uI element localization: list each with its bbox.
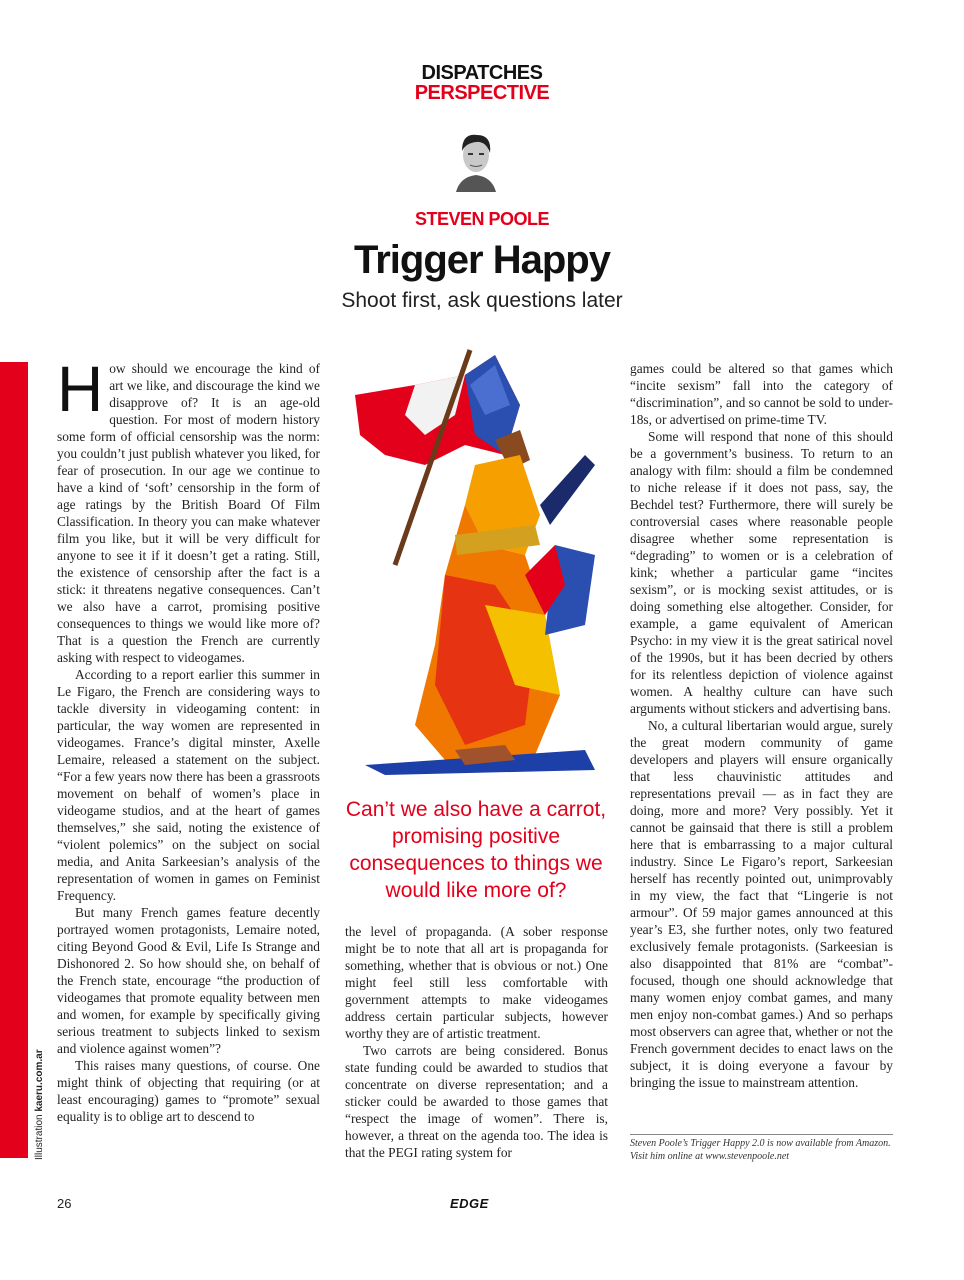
article-column-3 bbox=[630, 360, 893, 1091]
paragraph: According to a report earlier this summer in Le Figaro, the French are considering ways to tackle diversity in videogaming content: in particular, the way women are represented in videogames. France’s digital minster, Axelle Lemaire, released a statement on the subject. “For a few years now there has been a grassroots movement on behalf of women’s place in videogame studios, and at the heart of games themselves,” she said, noting the existence of “violent polemics” on the subject on social media, and Anita Sarkeesian’s analysis of the representation of women in games on Feminist Frequency. bbox=[57, 667, 320, 903]
paragraph: games could be altered so that games which “incite sexism” fall into the category of “discrimination”, and so cannot be sold to under-18s, or advertised on prime-time TV. bbox=[630, 361, 894, 427]
paragraph: the level of propaganda. (A sober response might be to note that all art is propaganda for something, whether that is obvious or not.) One might feel still less comfortable with government attempts to make videogames address certain particular subjects, however worthy they are of artistic treatment. bbox=[345, 924, 608, 1041]
credit-name: kaeru.com.ar bbox=[34, 1049, 45, 1112]
paragraph-text: ow should we encourage the kind of art we like, and discourage the kind we disapprove of? It is an age-old question. For most of modern history some form of official censorship was the norm: you couldn’t just publish whatever you liked, for fear of prosecution. In our age we continue to have a kind of ‘soft’ censorship in the form of age ratings by the British Board Of Film Classification. In theory you can make whatever film you like, but it will be very difficult for anyone to see it if it doesn’t get a rating. Still, the existence of censorship after the fact is a stick: it threatens negative consequences. Can’t we also have a carrot, promising positive consequences to things we would like more of? That is a question the French are currently asking with respect to videogames. bbox=[57, 361, 320, 665]
article-column-2 bbox=[345, 923, 608, 1161]
subsection-label: PERSPECTIVE bbox=[414, 82, 550, 104]
paragraph bbox=[57, 353, 320, 666]
credit-label: Illustration bbox=[34, 1114, 45, 1160]
paragraph: This raises many questions, of course. One might think of objecting that requiring (or at least encouraging) games to “promote” sexual equality is to oblige art to descend to bbox=[57, 1058, 320, 1124]
page-number: 26 bbox=[57, 1196, 72, 1211]
author-bio: Steven Poole’s Trigger Happy 2.0 is now available from Amazon. Visit him online at www.stevenpoole.net bbox=[630, 1134, 893, 1163]
section-label: DISPATCHES bbox=[421, 62, 543, 84]
illustration-credit bbox=[34, 1049, 45, 1160]
paragraph: Some will respond that none of this should be a government’s business. To return to an analogy with film: should a film be condemned to niche release if it does not pass, say, the Bechdel test? Furthermore, there will surely be controversial cases where reasonable people disagree whether some representation is “degrading” to women or is a celebration of kink; whether a particular game “incites sexism”, or is mocking sexist attitudes, or is doing something else altogether. Consider, for example, a game equivalent of American Psycho: in my view it is the great satirical novel of the 1990s, but it has been decried by others for its relentless depiction of violence against women. A healthy culture can have such arguments without stickers and advertising bans. bbox=[630, 429, 893, 716]
accent-bar bbox=[0, 362, 28, 1158]
pull-quote: Can’t we also have a carrot, promising positive consequences to things we would like more of? bbox=[345, 798, 607, 902]
page-title: Trigger Happy bbox=[354, 238, 610, 282]
page-subtitle: Shoot first, ask questions later bbox=[341, 289, 623, 312]
paragraph: No, a cultural libertarian would argue, surely the great modern community of game developers and players will ensure organically that less chauvinistic attitudes and representations prevail — as in fact they are doing, more and more? Very possibly. Yet it cannot be gainsaid that there is still a problem here that is embarrassing to a major cultural industry. Since Le Figaro’s report, Sarkeesian herself has recently pointed out, unimprovably in my view, the fact that “Lingerie is not armour”. Of 59 major games announced at this year’s E3, she further notes, only two featured exclusively female protagonists. (Sarkeesian is also disappointed that 81% are “combat”-focused, though one should acknowledge that many women enjoy combat games, and many men enjoy non-combat games.) And so perhaps most observers can agree that, whether or not the French government decides to enact laws on the subject, it is doing everyone a favour by bringing the issue to mainstream attention. bbox=[630, 718, 893, 1090]
drop-cap: H bbox=[57, 353, 104, 425]
magazine-logo: EDGE bbox=[450, 1196, 489, 1211]
article-column-1 bbox=[57, 353, 320, 1125]
author-photo bbox=[452, 127, 500, 192]
paragraph: But many French games feature decently portrayed women protagonists, Lemaire noted, citing Beyond Good & Evil, Life Is Strange and Dishonored 2. So how should she, on behalf of the French state, encourage “the production of videogames that promote equality between men and women, for example by specifically giving serious treatment to subjects linked to sexism and violence against women”? bbox=[57, 905, 320, 1056]
author-name: STEVEN POOLE bbox=[414, 209, 550, 229]
paragraph: Two carrots are being considered. Bonus state funding could be awarded to studios that concentrate on diverse representation; and a sticker could be awarded to those games that “respect the image of women”. There is, however, a threat on the agenda too. The idea is that the PEGI rating system for bbox=[345, 1043, 608, 1160]
illustration-marianne-flag bbox=[345, 345, 607, 785]
